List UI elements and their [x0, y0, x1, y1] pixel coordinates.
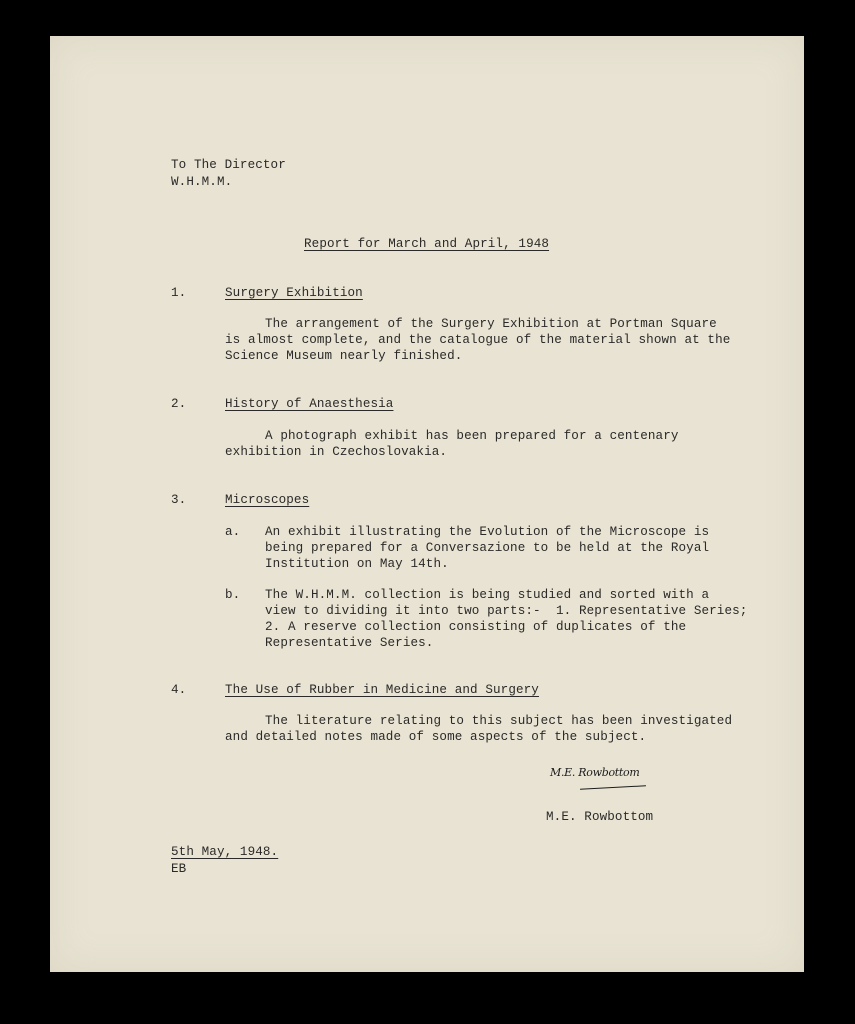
section-3-item-a-line-1: An exhibit illustrating the Evolution of the Microscope is: [265, 525, 710, 539]
section-2-line-1: A photograph exhibit has been prepared for a centenary: [265, 429, 679, 443]
section-4-number: 4.: [171, 683, 187, 697]
section-3-number: 3.: [171, 493, 187, 507]
footer-date: 5th May, 1948.: [171, 845, 279, 859]
section-2-line-2: exhibition in Czechoslovakia.: [225, 445, 448, 459]
handwritten-signature: M.E. Rowbottom: [550, 766, 640, 779]
document-page: [50, 36, 804, 972]
section-1-line-2: is almost complete, and the catalogue of the material shown at the: [225, 333, 731, 347]
section-2-number: 2.: [171, 397, 187, 411]
addressee-line-2: W.H.M.M.: [171, 175, 233, 189]
section-4-line-1: The literature relating to this subject has been investigated: [265, 714, 733, 728]
section-3-item-b-line-4: Representative Series.: [265, 636, 434, 650]
report-title: Report for March and April, 1948: [304, 237, 550, 251]
section-4-heading: The Use of Rubber in Medicine and Surgery: [225, 683, 539, 697]
section-3-item-b-line-3: 2. A reserve collection consisting of duplicates of the: [265, 620, 687, 634]
section-3-item-a-letter: a.: [225, 525, 241, 539]
section-4-line-2: and detailed notes made of some aspects of the subject.: [225, 730, 647, 744]
section-1-number: 1.: [171, 286, 187, 300]
section-2-heading: History of Anaesthesia: [225, 397, 394, 411]
section-3-item-b-line-2: view to dividing it into two parts:- 1. Representative Series;: [265, 604, 748, 618]
addressee-line-1: To The Director: [171, 158, 286, 172]
section-1-line-1: The arrangement of the Surgery Exhibition at Portman Square: [265, 317, 717, 331]
signature-underline: [580, 785, 646, 789]
typed-signature-name: M.E. Rowbottom: [546, 810, 654, 824]
section-3-item-a-line-2: being prepared for a Conversazione to be held at the Royal: [265, 541, 710, 555]
section-3-item-b-letter: b.: [225, 588, 241, 602]
footer-initials: EB: [171, 862, 187, 876]
section-3-heading: Microscopes: [225, 493, 310, 507]
section-3-item-a-line-3: Institution on May 14th.: [265, 557, 449, 571]
section-3-item-b-line-1: The W.H.M.M. collection is being studied and sorted with a: [265, 588, 710, 602]
section-1-heading: Surgery Exhibition: [225, 286, 363, 300]
section-1-line-3: Science Museum nearly finished.: [225, 349, 463, 363]
